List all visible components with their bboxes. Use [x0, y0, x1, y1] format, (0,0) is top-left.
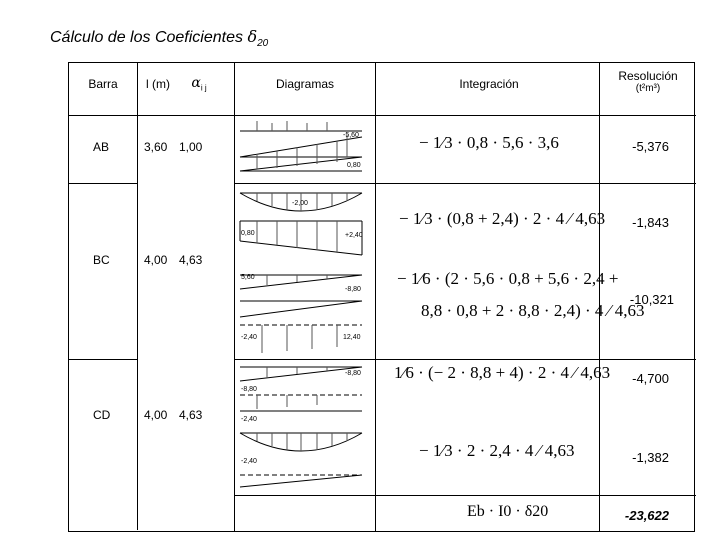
- cd1-hatching: [257, 367, 327, 409]
- result-bc-2: -10,321: [629, 292, 674, 307]
- diagram-cd-2: [237, 425, 372, 493]
- formula-ab: − 1⁄3 · 0,8 · 5,6 · 3,6: [419, 133, 559, 152]
- ab-label-top: -5,60: [343, 132, 359, 139]
- cd1-label-left: -8,80: [241, 386, 257, 393]
- ab-label-bottom: 0,80: [347, 162, 361, 169]
- bc2-diagonal2: [240, 301, 362, 317]
- bc1-diagonal: [240, 241, 362, 255]
- page-title: Cálculo de los Coeficientes $\delta_{20}$: [50, 27, 269, 50]
- bc1-label-left: 0,80: [241, 230, 255, 237]
- result-cd-1: -4,700: [632, 371, 669, 386]
- header-separator: [69, 115, 696, 116]
- header-alpha: $\alpha_{i j}$: [191, 75, 207, 93]
- bc2-hatching: [262, 275, 337, 353]
- header-length: l (m): [146, 77, 170, 91]
- cd2-label-left: -2,40: [241, 458, 257, 465]
- row-bc-length: 4,00: [144, 253, 168, 267]
- bc1-label-mid: -2,00: [292, 200, 308, 207]
- row-bc-barra: BC: [93, 253, 110, 267]
- cd2-hatching: [257, 433, 347, 451]
- formula-bc-2a: − 1⁄6 · (2 · 5,6 · 0,8 + 5,6 · 2,4 +: [397, 269, 619, 288]
- row-bc-alpha: 4,63: [179, 253, 203, 267]
- title-subscript: 20: [257, 38, 269, 50]
- header-resolucion: Resolución (t²m³): [618, 69, 678, 94]
- result-cd-2: -1,382: [632, 450, 669, 465]
- col-divider-diagram-left: [234, 63, 235, 531]
- row-sep-total: [234, 495, 696, 496]
- row-sep-ab-right: [234, 183, 696, 184]
- delta-symbol: δ: [247, 27, 258, 46]
- row-sep-ab: [69, 183, 137, 184]
- row-cd-length: 4,00: [144, 408, 168, 422]
- col-divider-barra-low: [137, 368, 138, 530]
- bc2-label-bright: 12,40: [343, 334, 361, 341]
- ab-lower-diagonal: [240, 157, 362, 171]
- header-barra: Barra: [88, 77, 118, 91]
- ab-diagonal: [240, 137, 362, 157]
- bc2-diagonal: [240, 275, 362, 289]
- col-divider-barra: [137, 63, 138, 368]
- row-sep-bc: [69, 359, 137, 360]
- diagram-bc-2: [237, 265, 372, 357]
- result-total: -23,622: [624, 508, 669, 523]
- header-integracion: Integración: [459, 77, 519, 91]
- row-ab-barra: AB: [93, 140, 110, 154]
- diagram-ab: [237, 117, 372, 181]
- cd1-diagonal: [240, 367, 362, 381]
- col-divider-diagram-right: [375, 63, 376, 531]
- row-cd-barra: CD: [93, 408, 111, 422]
- bc2-label-top: 5,60: [241, 274, 255, 281]
- formula-cd-1: 1⁄6 · (− 2 · 8,8 + 4) · 2 · 4 ⁄ 4,63: [394, 363, 611, 382]
- row-cd-alpha: 4,63: [179, 408, 203, 422]
- formula-bc-1: − 1⁄3 · (0,8 + 2,4) · 2 · 4 ⁄ 4,63: [399, 209, 606, 228]
- diagram-cd-1: [237, 361, 372, 425]
- bc1-hatching2: [257, 221, 337, 252]
- ab-hatching: [257, 121, 347, 169]
- diagram-bc-1: [237, 185, 372, 265]
- formula-cd-2: − 1⁄3 · 2 · 2,4 · 4 ⁄ 4,63: [419, 441, 575, 460]
- cd1-label-low: -2,40: [241, 416, 257, 423]
- cd2-diagonal: [240, 475, 362, 487]
- row-sep-bc-right: [234, 359, 696, 360]
- row-ab-length: 3,60: [144, 140, 168, 154]
- bc2-label-right: -8,80: [345, 286, 361, 293]
- coefficient-table: [68, 62, 695, 532]
- formula-bc-2b: 8,8 · 0,8 + 2 · 8,8 · 2,4) · 4 ⁄ 4,63: [421, 301, 645, 320]
- result-bc-1: -1,843: [632, 215, 669, 230]
- header-diagramas: Diagramas: [275, 77, 335, 91]
- row-ab-alpha: 1,00: [179, 140, 203, 154]
- result-ab: -5,376: [632, 139, 669, 154]
- formula-total: Eb · I0 · δ20: [467, 503, 549, 520]
- bc1-label-right: +2,40: [345, 232, 363, 239]
- cd1-label-top: -8,80: [345, 370, 361, 377]
- bc2-label-left: -2,40: [241, 334, 257, 341]
